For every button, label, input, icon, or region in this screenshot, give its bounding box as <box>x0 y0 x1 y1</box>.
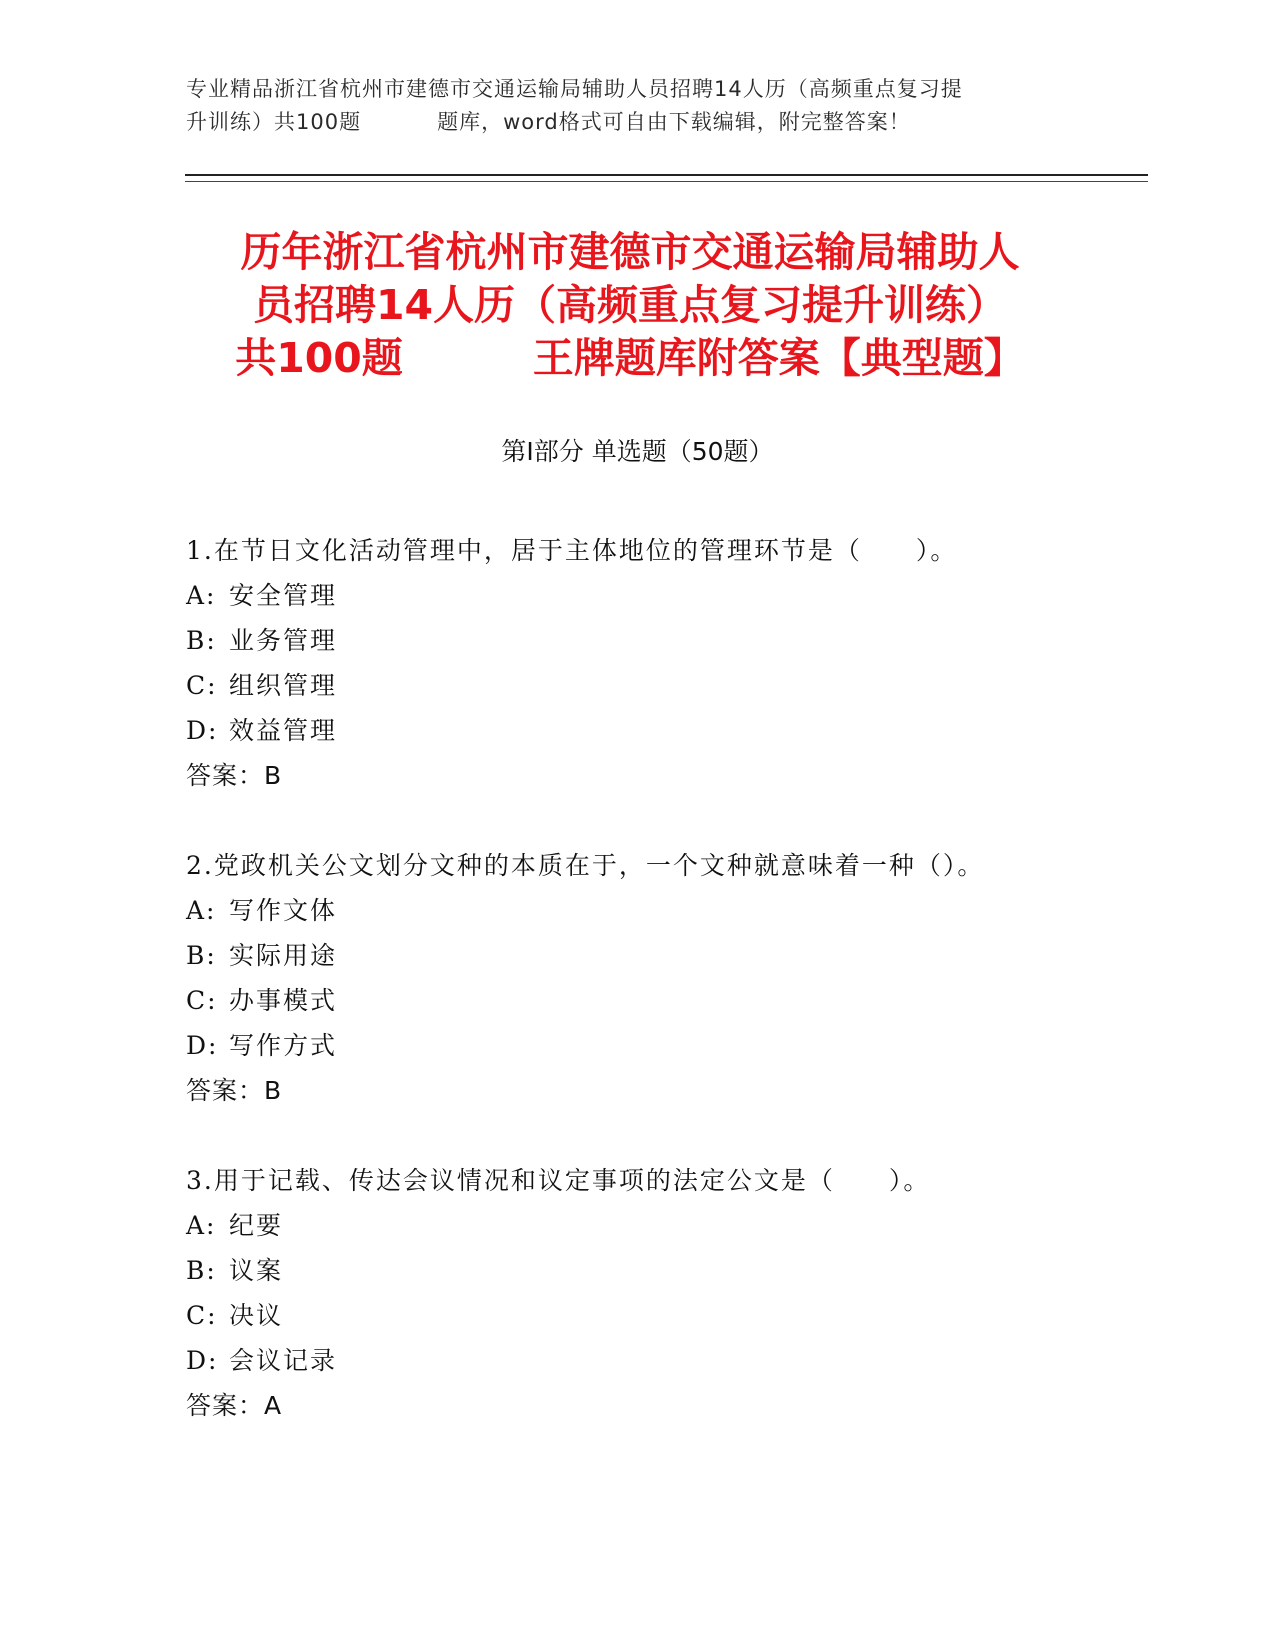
option-c <box>186 1293 1126 1338</box>
header-line-2 <box>186 106 1086 139</box>
page-header <box>186 73 1086 139</box>
option-a <box>186 573 1126 618</box>
option-c <box>186 978 1126 1023</box>
question-stem: 2.党政机关公文划分文种的本质在于，一个文种就意味着一种（）。 <box>186 851 985 880</box>
option-label: D: <box>186 716 219 745</box>
header-line-2-part-2: 题库，word格式可自由下载编辑，附完整答案！ <box>437 110 911 134</box>
option-label: B: <box>186 941 217 970</box>
title-line-3-part-2: 王牌题库附答案【典型题】 <box>532 334 1025 382</box>
header-line-1: 专业精品浙江省杭州市建德市交通运输局辅助人员招聘14人历（高频重点复习提 <box>186 77 963 101</box>
title-line-3-part-1: 共100题 <box>235 334 403 382</box>
option-label: B: <box>186 1256 217 1285</box>
option-b <box>186 618 1126 663</box>
document-title <box>170 226 1090 385</box>
option-text: 纪要 <box>229 1211 284 1240</box>
header-divider-thin <box>185 181 1148 182</box>
option-text: 安全管理 <box>229 581 338 610</box>
answer-line: 答案：B <box>186 1076 283 1105</box>
question-item <box>186 1158 1126 1428</box>
answer-line: 答案：B <box>186 761 283 790</box>
title-line-2: 员招聘14人历（高频重点复习提升训练） <box>252 281 1008 329</box>
option-d <box>186 1338 1126 1383</box>
title-line-1: 历年浙江省杭州市建德市交通运输局辅助人 <box>240 228 1020 276</box>
option-label: C: <box>186 986 218 1015</box>
option-text: 写作方式 <box>229 1031 338 1060</box>
option-text: 议案 <box>229 1256 284 1285</box>
option-text: 会议记录 <box>229 1346 338 1375</box>
option-d <box>186 708 1126 753</box>
option-d <box>186 1023 1126 1068</box>
option-b <box>186 1248 1126 1293</box>
option-text: 效益管理 <box>229 716 338 745</box>
option-text: 决议 <box>229 1301 284 1330</box>
option-label: D: <box>186 1346 219 1375</box>
option-label: D: <box>186 1031 219 1060</box>
option-text: 组织管理 <box>229 671 338 700</box>
option-text: 实际用途 <box>229 941 338 970</box>
question-item <box>186 843 1126 1113</box>
header-line-2-part-1: 升训练）共100题 <box>186 110 362 134</box>
header-divider-thick <box>185 174 1148 176</box>
option-label: C: <box>186 1301 218 1330</box>
question-stem: 3.用于记载、传达会议情况和议定事项的法定公文是（ ）。 <box>186 1166 931 1195</box>
option-a <box>186 888 1126 933</box>
option-label: B: <box>186 626 217 655</box>
option-text: 写作文体 <box>229 896 338 925</box>
option-text: 业务管理 <box>229 626 338 655</box>
option-b <box>186 933 1126 978</box>
option-label: A: <box>186 1211 217 1240</box>
option-label: C: <box>186 671 218 700</box>
answer-line: 答案：A <box>186 1391 283 1420</box>
question-item <box>186 528 1126 798</box>
option-c <box>186 663 1126 708</box>
option-text: 办事模式 <box>229 986 338 1015</box>
option-a <box>186 1203 1126 1248</box>
title-line-3 <box>170 332 1090 385</box>
option-label: A: <box>186 581 217 610</box>
question-list <box>186 528 1126 1473</box>
question-stem: 1.在节日文化活动管理中，居于主体地位的管理环节是（ ）。 <box>186 536 958 565</box>
section-heading: 第Ⅰ部分 单选题（50题） <box>501 437 774 466</box>
option-label: A: <box>186 896 217 925</box>
